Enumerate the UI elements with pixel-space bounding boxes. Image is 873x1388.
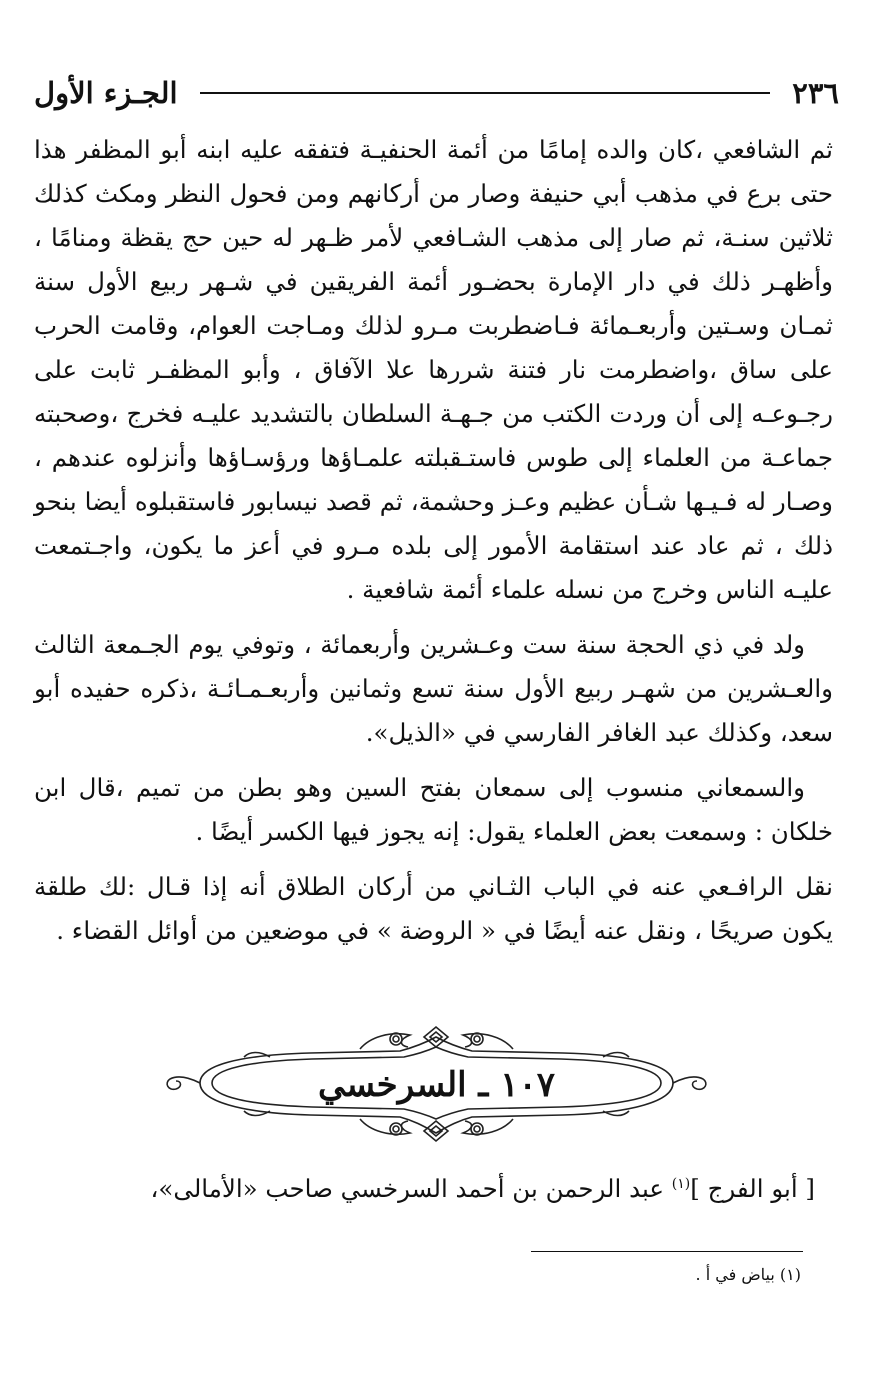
running-header <box>34 70 839 116</box>
body-text <box>34 128 833 964</box>
page-number: ٢٣٦ <box>792 76 839 110</box>
entry-first-line <box>34 1167 815 1211</box>
paragraph-4: نقل الرافـعي عنه في الباب الثـاني من أركان الطلاق أنه إذا قـال :لك طلقة يكون صريحًا ، ونقل عنه أيضًا في « الروضة » في موضعين من أوائل القضاء . <box>34 872 833 945</box>
paragraph-1: ثم الشافعي ،كان والده إمامًا من أئمة الحنفيـة فتفقه عليه ابنه أبو المظفر هذا حتى برع في مذهب أبي حنيفة وصار من أركانهم ومن فحول النظر ومكث كذلك ثلاثين سنـة، ثم صار إلى مذهب الشـافعي لأمر ظـهر له حين حج يقظة ومنامًا ، وأظهـر ذلك في دار الإمارة بحضـور أئمة الفريقين في شـهر ربيع الأول سنة ثمـان وسـتين وأربعـمائة فـاضطربت مـرو لذلك ومـاجت العوام، وقامت الحرب على ساق ،واضطرمت نار فتنة شررها علا الآفاق ، وأبو المظفـر ثابت على رجـوعـه إلى أن وردت الكتب من جـهـة السلطان بالتشديد عليـه فخرج ،وصحبته جماعـة من العلماء إلى طوس فاستـقبلته علمـاؤها ورؤسـاؤها وأنزلوه عندهم ، وصـار له فـيـها شـأن عظيم وعـز وحشمة، ثم قصد نيسابور فاستقبلوه أيضا بنحو ذلك ، ثم عاد عند استقامة الأمور إلى بلده مـرو في أعز ما يكون، واجـتمعت عليـه الناس وخرج من نسله علماء أئمة شافعية . <box>34 135 833 604</box>
footnote-separator <box>531 1251 803 1252</box>
entry-heading: ١٠٧ ـ السرخسي <box>318 1065 556 1105</box>
part-title: الجـزء الأول <box>34 76 178 110</box>
header-rule <box>200 92 771 94</box>
entry-text: عبد الرحمن بن أحمد السرخسي صاحب «الأمالى»، <box>150 1174 672 1203</box>
paragraph-2: ولد في ذي الحجة سنة ست وعـشرين وأربعمائة ، وتوفي يوم الجـمعة الثالث والعـشرين من شهـر ربيع الأول سنة تسع وثمانين وأربعـمـائـة ،ذكره حفيده أبو سعد، وكذلك عبد الغافر الفارسي في «الذيل». <box>34 630 833 747</box>
paragraph-3: والسمعاني منسوب إلى سمعان بفتح السين وهو بطن من تميم ،قال ابن خلكان : وسمعت بعض العلماء يقول: إنه يجوز فيها الكسر أيضًا . <box>34 773 833 846</box>
footnote-reference: (١) <box>671 1175 691 1192</box>
entry-name: [ أبو الفرج ] <box>690 1174 815 1203</box>
footnote: (١) بياض في أ . <box>695 1265 801 1284</box>
